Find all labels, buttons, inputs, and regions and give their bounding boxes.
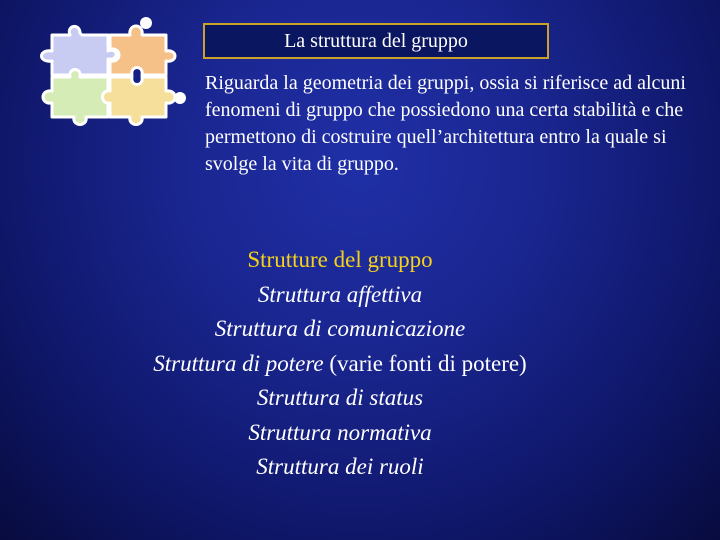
list-item-note: (varie fonti di potere) (323, 350, 527, 376)
list-item: Struttura dei ruoli (256, 454, 424, 479)
list-heading: Strutture del gruppo (247, 247, 433, 272)
slide-title: La struttura del gruppo (284, 29, 468, 52)
title-box (203, 23, 549, 59)
puzzle-icon (30, 15, 195, 133)
description-text: Riguarda la geometria dei gruppi, ossia si riferisce ad alcuni fenomeni di gruppo che possiedono una certa stabilità e che permettono di costruire quell’architettura entro la quale si svolge la vita di gruppo. (205, 72, 686, 175)
structures-list (40, 243, 640, 485)
puzzle-tab (140, 17, 152, 29)
list-item: Struttura affettiva (257, 281, 423, 307)
puzzle-piece-orange (110, 26, 175, 75)
list-item: Struttura di comunicazione (214, 316, 466, 341)
list-item: Struttura di status (256, 385, 424, 410)
list-item: Struttura di potere (varie fonti di potere) (153, 350, 527, 376)
list-item: Struttura normativa (248, 419, 432, 445)
puzzle-tab (174, 92, 186, 104)
puzzle-piece-yellow (103, 77, 176, 125)
